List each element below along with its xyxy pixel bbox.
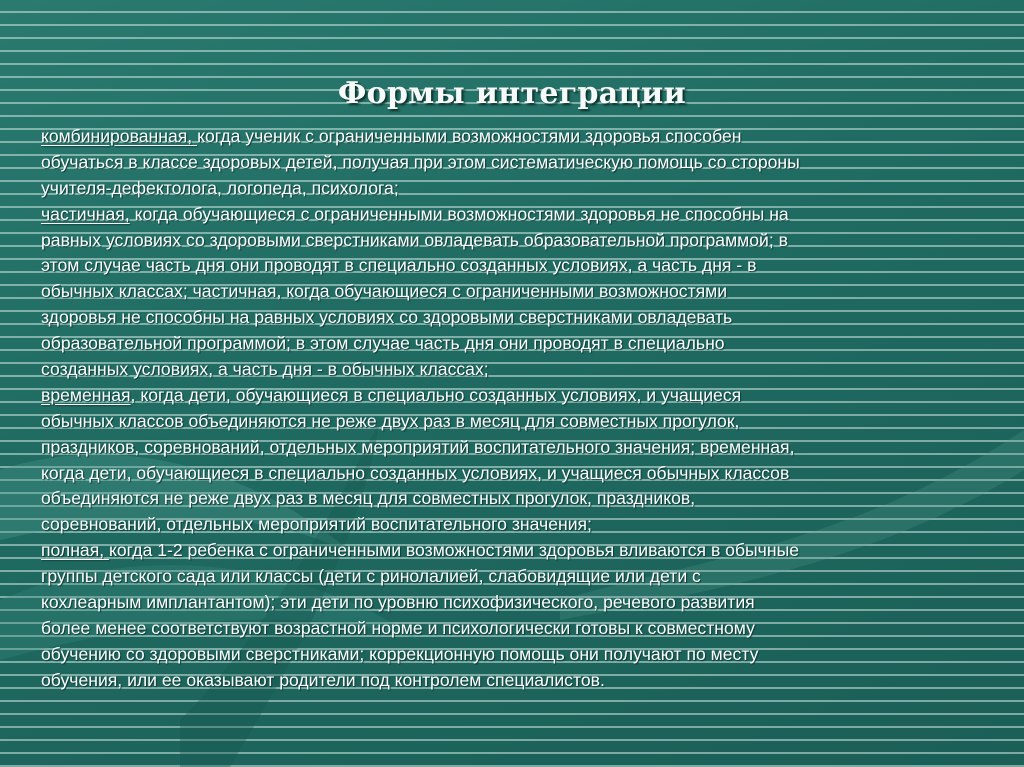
text-line: группы детского сада или классы (дети с ринолалией, слабовидящие или дети с	[41, 566, 701, 587]
text-line: образовательной программой; в этом случае часть дня они проводят в специально	[41, 333, 725, 354]
text-line: обычных классов объединяются не реже двух раз в месяц для совместных прогулок,	[41, 410, 740, 431]
text-line: созданных условиях, а часть дня - в обычных классах;	[41, 359, 489, 380]
text-line: этом случае часть дня они проводят в специально созданных условиях, а часть дня - в	[41, 255, 757, 276]
text-line	[41, 124, 1001, 150]
text-line: здоровья не способны на равных условиях со здоровыми сверстниками овладевать	[41, 307, 733, 328]
text-line: кохлеарным имплантантом); эти дети по уровню психофизического, речевого развития	[41, 592, 755, 613]
term-temporary: временная	[41, 384, 131, 405]
line-text: когда ученик с ограниченными возможностями здоровья способен	[197, 126, 742, 146]
text-line: обычных классах; частичная, когда обучающиеся с ограниченными возможностями	[41, 281, 728, 302]
text-line: учителя-дефектолога, логопеда, психолога;	[41, 177, 399, 198]
text-line: обучаться в классе здоровых детей, получая при этом систематическую помощь со стороны	[41, 151, 800, 172]
term-partial: частичная,	[41, 203, 130, 224]
text-line: когда дети, обучающиеся в специально созданных условиях, и учащиеся обычных классов	[41, 462, 790, 483]
text-line: равных условиях со здоровыми сверстниками овладевать образовательной программой; в	[41, 229, 789, 250]
text-line: обучению со здоровыми сверстниками; коррекционную помощь они получают по месту	[41, 643, 759, 664]
term-full: полная,	[41, 540, 109, 561]
text-line	[41, 383, 1001, 409]
text-line: праздников, соревнований, отдельных мероприятий воспитательного значения; временная,	[41, 436, 795, 457]
slide-title: Формы интеграции	[337, 76, 687, 111]
body-text	[41, 124, 1001, 694]
text-line: обучения, или ее оказывают родители под контролем специалистов.	[41, 669, 605, 690]
line-text: когда обучающиеся с ограниченными возможностями здоровья не способны на	[129, 203, 789, 224]
text-line: объединяются не реже двух раз в месяц для совместных прогулок, праздников,	[41, 488, 696, 509]
line-text: когда 1-2 ребенка с ограниченными возможностями здоровья вливаются в обычные	[109, 540, 799, 561]
term-combined: комбинированная,	[41, 126, 198, 146]
text-line	[41, 538, 1001, 564]
text-line: соревнований, отдельных мероприятий воспитательного значения;	[41, 514, 592, 535]
text-line	[41, 202, 1001, 228]
line-text: , когда дети, обучающиеся в специально созданных условиях, и учащиеся	[130, 384, 742, 405]
text-line: более менее соответствуют возрастной норме и психологически готовы к совместному	[41, 617, 755, 638]
